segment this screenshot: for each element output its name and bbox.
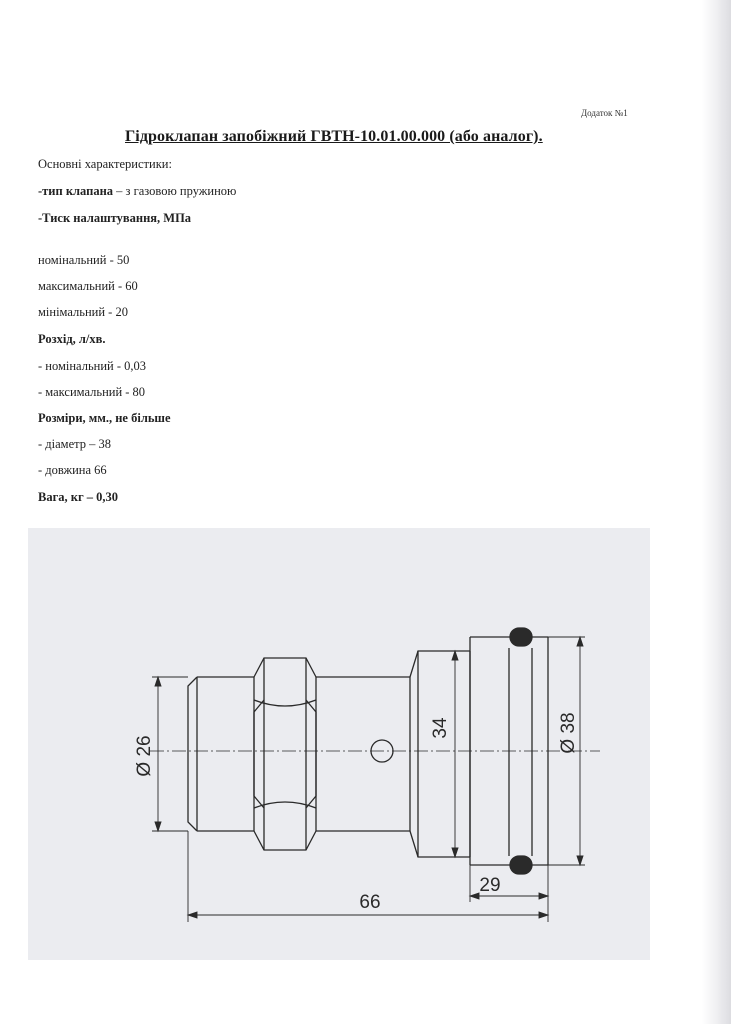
document-title: Гідроклапан запобіжний ГВТН-10.01.00.000 (або аналог). [125, 128, 543, 145]
pressure-min: мінімальний - 20 [38, 305, 128, 319]
size-length: - довжина 66 [38, 463, 107, 477]
dimension-34 [452, 651, 458, 857]
flow-max: - максимальний - 80 [38, 385, 146, 399]
addendum-label: Додаток №1 [581, 108, 628, 118]
dimension-d26 [152, 677, 188, 831]
dim-label-34: 34 [430, 717, 451, 739]
valve-type-value: – з газовою пружиною [113, 184, 237, 198]
valve-type-label: -тип клапана [38, 184, 114, 198]
dim-label-d26: Ø 26 [134, 735, 155, 777]
flow-heading: Розхід, л/хв. [38, 332, 106, 346]
main-characteristics-heading: Основні характеристики: [38, 157, 172, 171]
dim-label-66: 66 [359, 892, 381, 913]
size-diameter: - діаметр – 38 [38, 437, 111, 451]
o-ring-bottom [510, 856, 532, 874]
pressure-nominal: номінальний - 50 [38, 253, 130, 267]
inlet-section [188, 677, 254, 831]
hex-nut-section [254, 658, 316, 850]
dim-label-d38: Ø 38 [558, 712, 579, 754]
flow-nominal: - номінальний - 0,03 [38, 359, 147, 373]
pressure-max: максимальний - 60 [38, 279, 138, 293]
size-heading: Розміри, мм., не більше [38, 411, 171, 425]
pressure-heading: -Тиск налаштування, МПа [38, 211, 192, 225]
o-ring-top [510, 628, 532, 646]
weight-line: Вага, кг – 0,30 [38, 490, 119, 504]
dim-label-29: 29 [479, 875, 501, 896]
neck-section [316, 677, 410, 831]
